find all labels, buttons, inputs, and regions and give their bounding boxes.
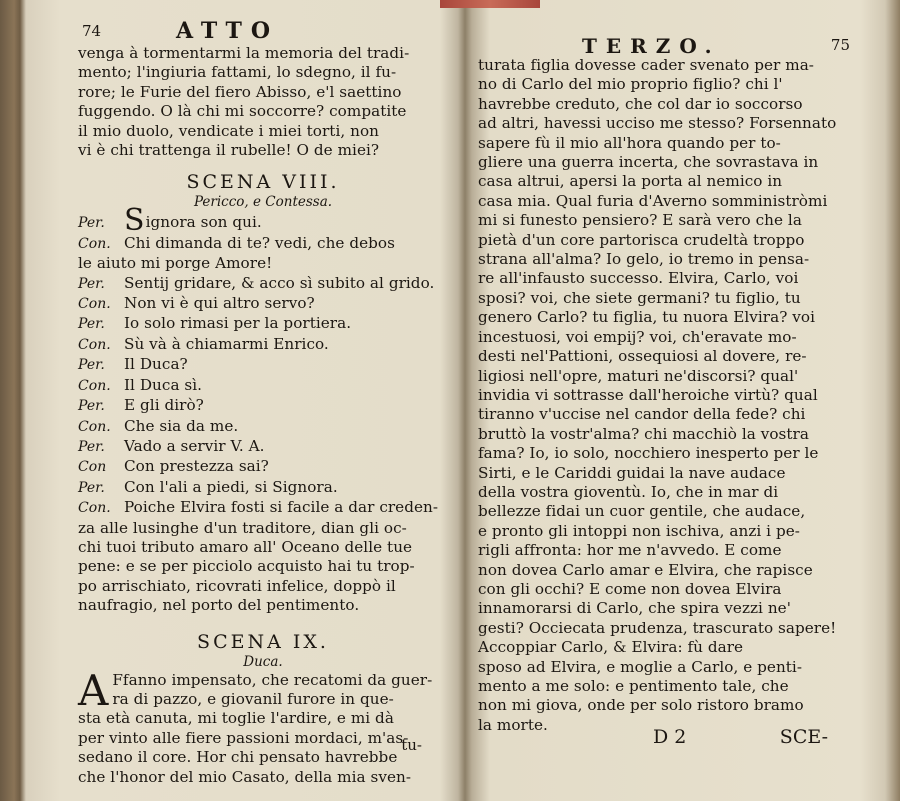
text-line: Sirti, e le Cariddi guidai la nave audace xyxy=(478,463,786,482)
dialogue-line xyxy=(78,457,448,477)
text-line: rigli affronta: hor me n'avvedo. E come xyxy=(478,541,782,560)
text-line: e pronto gli intoppi non ischiva, anzi i pe- xyxy=(478,521,800,540)
text-line: sapere fù il mio all'hora quando per to- xyxy=(478,133,781,152)
text-line: desti nel'Pattioni, ossequiosi al dovere, re- xyxy=(478,347,807,366)
dialogue-line xyxy=(78,254,448,273)
dialogue-text: Il Duca sì. xyxy=(124,375,203,394)
speaker-label: Per. xyxy=(78,275,105,292)
dialogue-line xyxy=(78,396,448,416)
speaker-label: Per. xyxy=(78,438,105,455)
text-line: tiranno v'uccise nel candor della fede? chi xyxy=(478,405,806,424)
right-catchword: SCE- xyxy=(779,726,828,748)
text-line: Ffanno impensato, che recatomi da guer- xyxy=(112,670,433,689)
left-page-number: 74 xyxy=(82,22,102,40)
dialogue-text: Vado a servir V. A. xyxy=(124,436,265,455)
text-line: innamorarsi di Carlo, che spira vezzi ne' xyxy=(478,599,791,618)
dialogue-line xyxy=(78,437,448,457)
text-line: della vostra gioventù. Io, che in mar di xyxy=(478,482,779,501)
text-line: ligiosi nell'opre, maturi ne'discorsi? qual' xyxy=(478,366,799,385)
dialogue-text: pene: e se per picciolo acquisto hai tu trop- xyxy=(78,557,415,576)
text-line: havrebbe creduto, che col dar io soccorso xyxy=(478,94,803,113)
initial-letter: S xyxy=(124,203,145,239)
dialogue-line xyxy=(78,577,448,596)
dialogue-text: Sentij gridare, & acco sì subito al grido. xyxy=(124,273,435,292)
text-line: invidia vi sottrasse dall'heroiche virtù? qual xyxy=(478,385,818,404)
text-line: bellezze fidai un cuor gentile, che audace, xyxy=(478,502,806,521)
text-line: fama? Io, io solo, nocchiero inesperto per le xyxy=(478,444,819,463)
speaker-label: Per. xyxy=(78,479,105,496)
left-intro-text xyxy=(78,44,448,160)
scene9-persons: Duca. xyxy=(243,653,283,670)
dialogue-text: Con prestezza sai? xyxy=(124,457,269,476)
scene8-persons: Pericco, e Contessa. xyxy=(193,194,333,211)
text-line: per vinto alle fiere passioni mordaci, m'as- xyxy=(78,728,409,747)
text-line: turata figlia dovesse cader svenato per ma- xyxy=(478,56,814,74)
dialogue-line xyxy=(78,376,448,396)
text-line: Accoppiar Carlo, & Elvira: fù dare xyxy=(478,638,744,657)
left-page xyxy=(78,18,448,786)
left-catchword: tu- xyxy=(401,736,422,754)
dialogue-text: E gli dirò? xyxy=(124,396,204,415)
dialogue-text: naufragio, nel porto del pentimento. xyxy=(78,596,360,615)
text-line: bruttò la vostr'alma? chi macchiò la vostra xyxy=(478,424,809,443)
text-line: con gli occhi? E come non dovea Elvira xyxy=(478,579,782,598)
text-line: genero Carlo? tu figlia, tu nuora Elvira? voi xyxy=(478,308,816,327)
dialogue-text: za alle lusinghe d'un traditore, dian gli oc- xyxy=(78,518,407,537)
speaker-label: Con xyxy=(78,459,107,476)
dialogue-text: Io solo rimasi per la portiera. xyxy=(124,314,352,333)
text-line: vi è chi trattenga il rubelle! O de miei? xyxy=(78,141,380,160)
headband xyxy=(440,0,540,8)
dialogue-line xyxy=(78,203,448,239)
text-line: casa altrui, apersi la porta al nemico in xyxy=(478,172,783,191)
speaker-label: Per. xyxy=(78,357,105,374)
dialogue-line xyxy=(78,417,448,437)
text-line: ra di pazzo, e giovanil furore in que- xyxy=(112,689,394,708)
scene9-text xyxy=(78,665,448,787)
text-line: la morte. xyxy=(478,715,548,734)
speaker-label: Con. xyxy=(78,418,111,435)
text-line: non dovea Carlo amar e Elvira, che rapisce xyxy=(478,560,813,579)
dialogue-text: ignora son qui. xyxy=(145,213,262,232)
right-header xyxy=(478,30,854,56)
text-line: venga à tormentarmi la memoria del tradi- xyxy=(78,44,410,62)
dialogue-line xyxy=(78,557,448,576)
text-line: sposi? voi, che siete germani? tu figlio, tu xyxy=(478,288,801,307)
text-line: mi si funesto pensiero? E sarà vero che la xyxy=(478,211,802,230)
text-line: gesti? Occiecata prudenza, trascurato sapere! xyxy=(478,618,837,637)
dialogue-line xyxy=(78,274,448,294)
drop-cap: A xyxy=(78,665,109,715)
dialogue-line xyxy=(78,478,448,498)
text-line: mento; l'ingiuria fattami, lo sdegno, il fu- xyxy=(78,63,397,82)
dialogue-text: Che sia da me. xyxy=(124,416,239,435)
scene8-title: SCENA VIII. xyxy=(186,171,340,194)
left-running-head: ATTO xyxy=(176,18,279,44)
dialogue-text: po arrischiato, ricovrati infelice, doppò il xyxy=(78,576,396,595)
dialogue-line xyxy=(78,234,448,254)
dialogue-text: Chi dimanda di te? vedi, che debos xyxy=(124,233,395,252)
text-line: ad altri, havessi ucciso me stesso? Forsennato xyxy=(478,114,837,133)
text-line: sta età canuta, mi toglie l'ardire, e mi dà xyxy=(78,709,394,728)
text-line: strana all'alma? Io gelo, io tremo in pensa- xyxy=(478,250,810,269)
dialogue-text: Con l'ali a piedi, si Signora. xyxy=(124,477,338,496)
dialogue-line xyxy=(78,294,448,314)
text-line: incestuosi, voi empij? voi, ch'eravate mo- xyxy=(478,327,797,346)
dialogue-text: Poiche Elvira fosti si facile a dar creden- xyxy=(124,498,439,517)
text-line: pietà d'un core partorisca crudeltà troppo xyxy=(478,230,805,249)
dialogue-line xyxy=(78,335,448,355)
speaker-label: Per. xyxy=(78,398,105,415)
right-running-head: TERZO. xyxy=(582,34,721,58)
left-header xyxy=(78,18,448,44)
dialogue-line xyxy=(78,314,448,334)
text-line: non mi giova, onde per solo ristoro bramo xyxy=(478,696,804,715)
dialogue-text: Il Duca? xyxy=(124,355,188,374)
speaker-label: Per. xyxy=(78,215,105,232)
speaker-label: Con. xyxy=(78,500,111,517)
dialogue-text: Non vi è qui altro servo? xyxy=(124,294,315,313)
text-line: re all'infausto successo. Elvira, Carlo, voi xyxy=(478,269,799,288)
dialogue-line xyxy=(78,498,448,518)
dialogue-line xyxy=(78,596,448,615)
dialogue-line xyxy=(78,519,448,538)
text-line: gliere una guerra incerta, che sovrastava in xyxy=(478,153,819,172)
text-line: sedano il core. Hor chi pensato havrebbe xyxy=(78,748,398,767)
scene8-dialogue xyxy=(78,203,448,615)
right-page-number: 75 xyxy=(830,36,850,54)
dialogue-line xyxy=(78,355,448,375)
dialogue-text: chi tuoi tributo amaro all' Oceano delle tue xyxy=(78,537,413,556)
text-line: mento a me solo: e pentimento tale, che xyxy=(478,677,789,695)
text-line: no di Carlo del mio proprio figlio? chi l' xyxy=(478,75,783,94)
text-line: fuggendo. O là chi mi soccorre? compatite xyxy=(78,102,407,121)
dialogue-text: le aiuto mi porge Amore! xyxy=(78,254,273,273)
speaker-label: Con. xyxy=(78,235,111,252)
text-line: casa mia. Qual furia d'Averno somministròmi xyxy=(478,191,828,210)
speaker-label: Con. xyxy=(78,377,111,394)
right-page xyxy=(478,30,854,790)
text-line: sposo ad Elvira, e moglie a Carlo, e penti- xyxy=(478,657,803,676)
text-line: rore; le Furie del fiero Abisso, e'l saettino xyxy=(78,82,402,101)
dialogue-text: Sù và à chiamarmi Enrico. xyxy=(124,334,329,353)
speaker-label: Per. xyxy=(78,316,105,333)
signature-mark: D 2 xyxy=(653,726,687,748)
scene9-title: SCENA IX. xyxy=(197,630,329,653)
speaker-label: Con. xyxy=(78,336,111,353)
speaker-label: Con. xyxy=(78,296,111,313)
text-line: il mio duolo, vendicate i miei torti, non xyxy=(78,121,379,140)
right-text xyxy=(478,56,854,735)
text-line: che l'honor del mio Casato, della mia sven- xyxy=(78,767,411,786)
dialogue-line xyxy=(78,538,448,557)
